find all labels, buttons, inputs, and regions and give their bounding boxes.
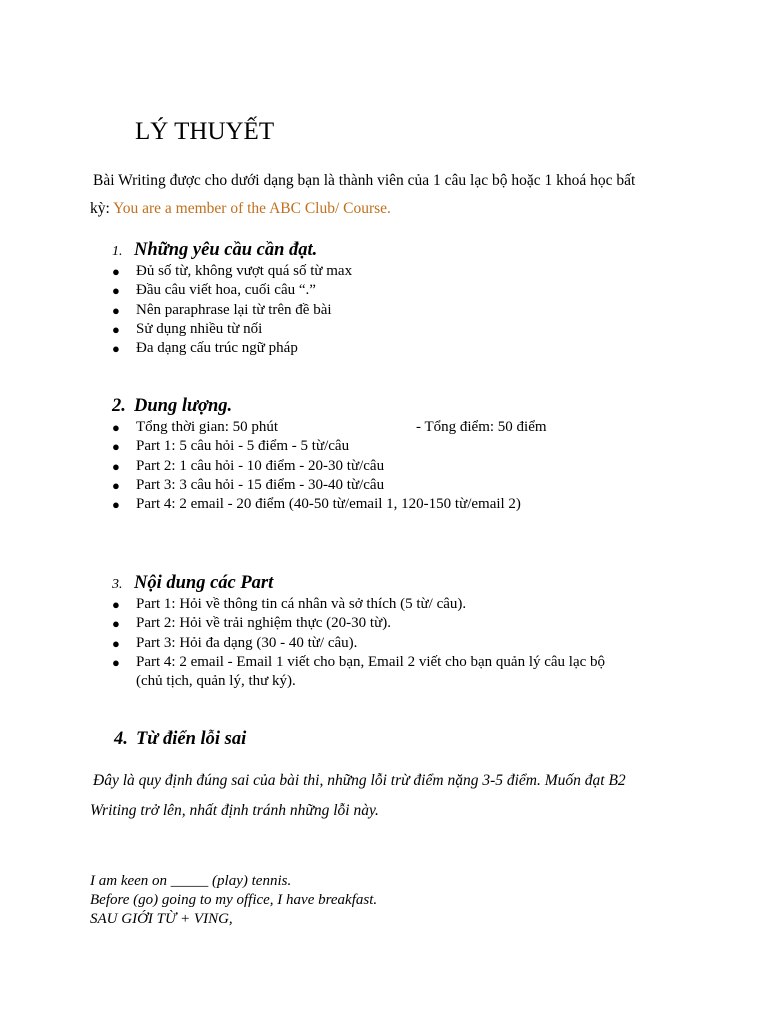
list-item: ● Sử dụng nhiều từ nối — [112, 320, 352, 339]
list-item: ● Đa dạng cấu trúc ngữ pháp — [112, 339, 352, 358]
section-2-list — [112, 418, 547, 514]
note-line-1: Đây là quy định đúng sai của bài thi, những lỗi trừ điểm nặng 3-5 điểm. Muốn đạt B2 — [93, 772, 626, 789]
list-item: ● Part 2: 1 câu hỏi - 10 điểm - 20-30 từ/câu — [112, 457, 521, 476]
list-item: ● Đầu câu viết hoa, cuối câu “.” — [112, 281, 352, 300]
bullet-icon: ● — [112, 616, 120, 632]
intro-highlight: You are a member of the ABC Club/ Course. — [113, 200, 391, 217]
bullet-icon: ● — [112, 321, 120, 337]
list-item: ● Part 3: Hỏi đa dạng (30 - 40 từ/ câu). — [112, 634, 605, 653]
list-item: ● Part 1: Hỏi về thông tin cá nhân và sở thích (5 từ/ câu). — [112, 595, 605, 614]
bullet-icon: ● — [112, 497, 120, 513]
section-2-number: 2. — [112, 396, 126, 416]
section-3-title: Nội dung các Part — [134, 573, 274, 593]
section-2-heading — [112, 396, 232, 417]
example-line-1: I am keen on _____ (play) tennis. — [90, 873, 292, 889]
section-2-title: Dung lượng. — [134, 396, 233, 416]
page-title: LÝ THUYẾT — [135, 118, 275, 145]
bullet-icon: ● — [112, 477, 120, 493]
list-item: ● Nên paraphrase lại từ trên đề bài — [112, 301, 352, 320]
list-item: ● Part 4: 2 email - 20 điểm (40-50 từ/email 1, 120-150 từ/email 2) — [112, 495, 521, 514]
section-3-list — [112, 595, 605, 691]
bullet-icon: ● — [112, 597, 120, 612]
bullet-icon: ● — [112, 264, 120, 279]
bullet-icon: ● — [112, 283, 120, 299]
note-line-2: Writing trở lên, nhất định tránh những lỗi này. — [90, 802, 379, 819]
list-item: ● Đủ số từ, không vượt quá số từ max — [112, 262, 352, 281]
intro-prefix: kỳ: — [90, 200, 114, 217]
section-1-title: Những yêu cầu cần đạt. — [134, 240, 318, 260]
bullet-icon: ● — [112, 420, 120, 435]
section-3-number: 3. — [112, 577, 123, 592]
section-1-number: 1. — [112, 244, 123, 259]
intro-line-2 — [90, 200, 391, 218]
section-4-heading — [114, 729, 246, 750]
list-item: ● Part 4: 2 email - Email 1 viết cho bạn, Email 2 viết cho bạn quản lý câu lạc bộ — [112, 653, 605, 672]
bullet-icon: ● — [112, 439, 120, 455]
total-score-note: - Tổng điểm: 50 điểm — [416, 419, 547, 435]
section-1-list — [112, 262, 352, 358]
bullet-icon: ● — [112, 302, 120, 318]
bullet-icon: ● — [112, 635, 120, 651]
section-1-heading — [112, 240, 317, 261]
bullet-icon: ● — [112, 341, 120, 357]
list-item-continuation: (chủ tịch, quản lý, thư ký). — [136, 673, 296, 690]
example-line-3: SAU GIỚI TỪ + VING, — [90, 911, 233, 927]
intro-line-1: Bài Writing được cho dưới dạng bạn là thành viên của 1 câu lạc bộ hoặc 1 khoá học bất — [93, 172, 636, 189]
section-4-number: 4. — [114, 729, 128, 749]
section-3-heading — [112, 573, 273, 594]
bullet-icon: ● — [112, 654, 120, 670]
list-item: ● Tổng thời gian: 50 phút - Tổng điểm: 50 điểm — [112, 418, 521, 437]
section-4-title: Từ điển lỗi sai — [136, 729, 247, 749]
bullet-icon: ● — [112, 458, 120, 474]
example-line-2: Before (go) going to my office, I have breakfast. — [90, 892, 378, 908]
list-item: ● Part 1: 5 câu hỏi - 5 điểm - 5 từ/câu — [112, 437, 521, 456]
list-item: ● Part 2: Hỏi về trải nghiệm thực (20-30 từ). — [112, 614, 605, 633]
list-item: ● Part 3: 3 câu hỏi - 15 điểm - 30-40 từ/câu — [112, 476, 521, 495]
